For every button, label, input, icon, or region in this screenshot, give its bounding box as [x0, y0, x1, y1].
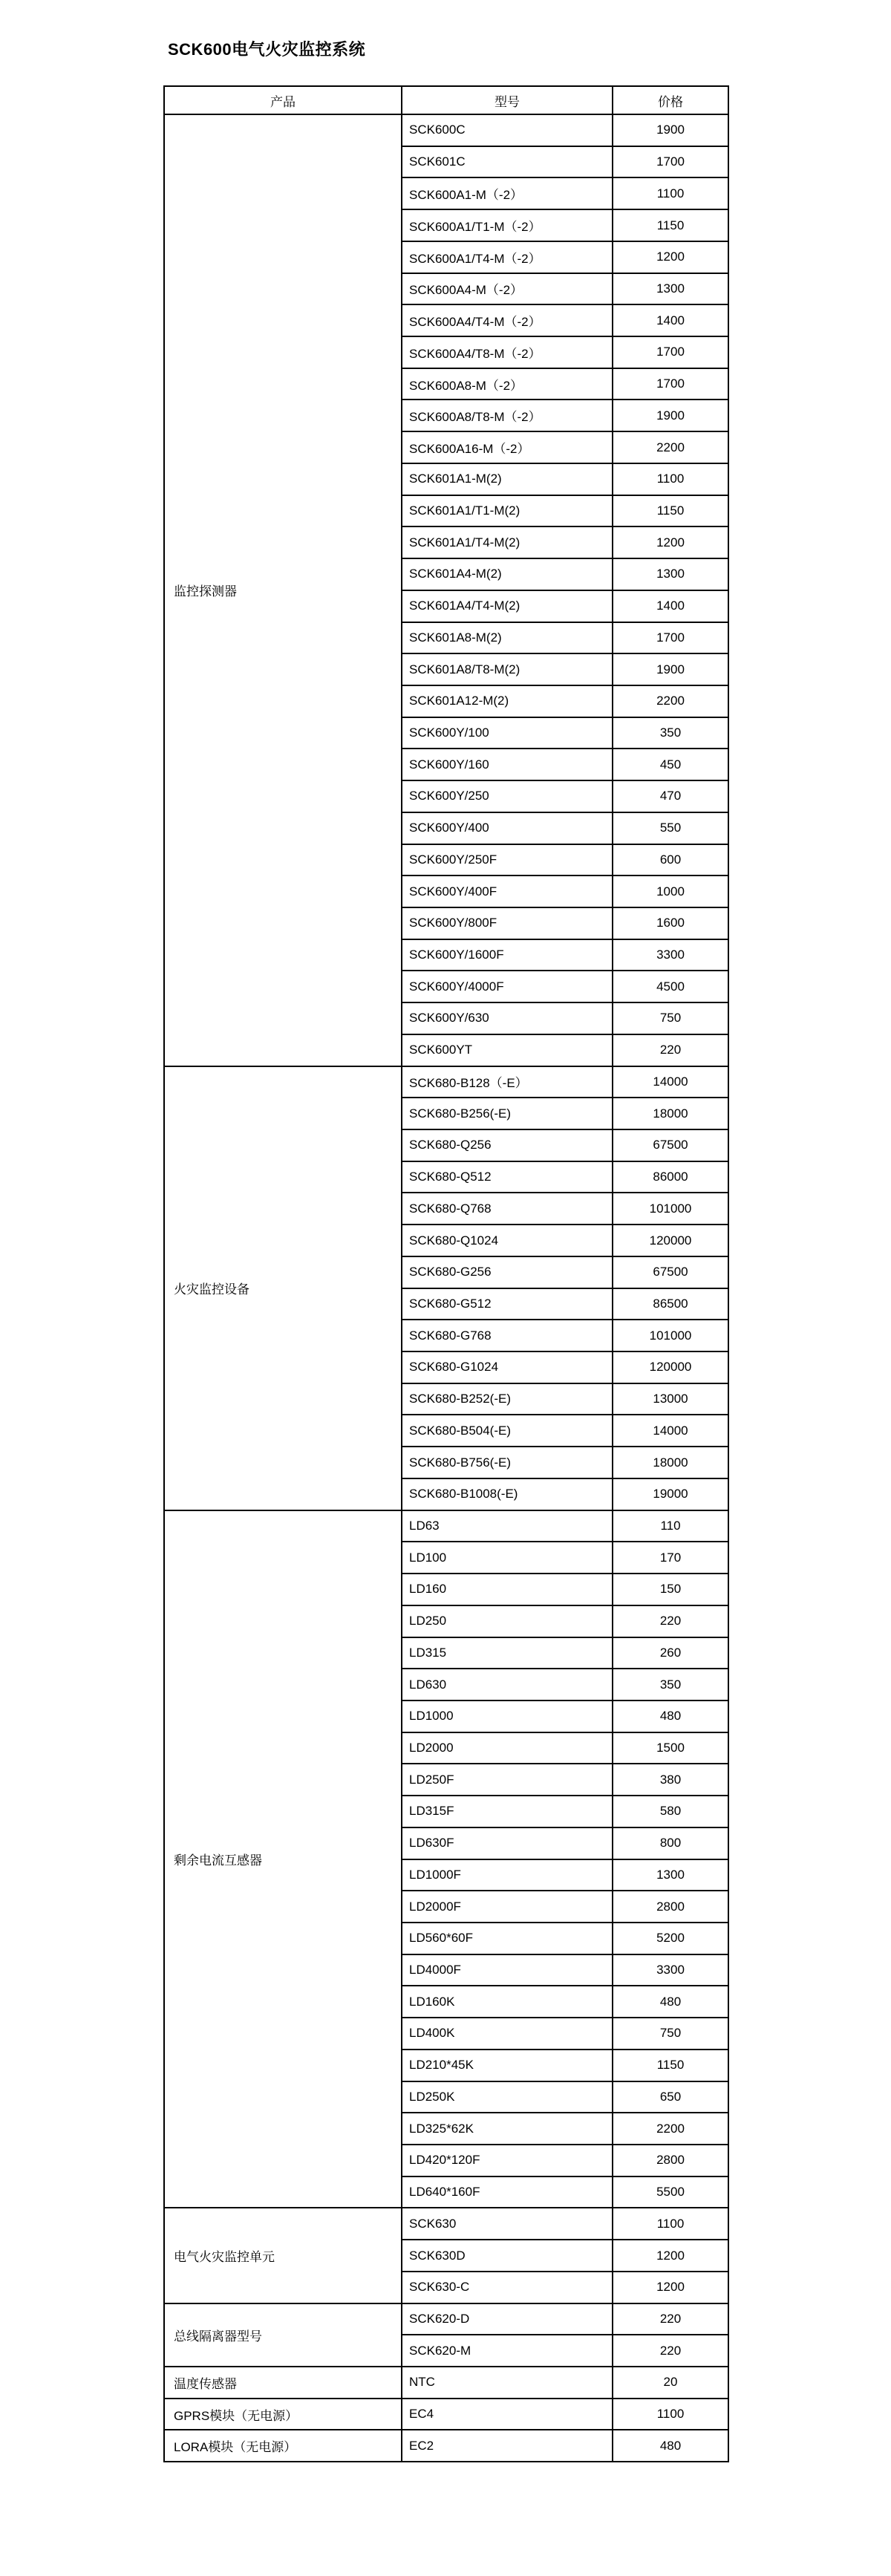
model-cell: EC4: [402, 2399, 613, 2430]
model-cell: SCK601A1-M(2): [402, 463, 613, 495]
price-cell: 86500: [613, 1288, 728, 1320]
model-cell: SCK600Y/400F: [402, 875, 613, 907]
price-cell: 580: [613, 1796, 728, 1827]
model-cell: SCK680-G1024: [402, 1351, 613, 1383]
model-cell: SCK600A1/T1-M（-2）: [402, 209, 613, 241]
price-cell: 1900: [613, 114, 728, 146]
header-row: [164, 86, 728, 114]
price-cell: 86000: [613, 1161, 728, 1193]
model-cell: SCK600Y/160: [402, 749, 613, 780]
price-cell: 120000: [613, 1225, 728, 1256]
product-category-cell: 火灾监控设备: [164, 1066, 402, 1510]
model-cell: LD1000: [402, 1701, 613, 1732]
table-row: [164, 1066, 728, 1098]
price-cell: 101000: [613, 1193, 728, 1225]
price-cell: 1150: [613, 495, 728, 527]
model-cell: LD315F: [402, 1796, 613, 1827]
price-cell: 20: [613, 2367, 728, 2399]
price-cell: 1200: [613, 2272, 728, 2303]
price-cell: 220: [613, 1034, 728, 1066]
price-cell: 2200: [613, 685, 728, 717]
price-cell: 350: [613, 1669, 728, 1701]
model-cell: SCK601A4/T4-M(2): [402, 590, 613, 622]
model-cell: LD250: [402, 1605, 613, 1637]
price-cell: 380: [613, 1764, 728, 1796]
price-cell: 1400: [613, 590, 728, 622]
col-header-price: 价格: [613, 86, 728, 114]
model-cell: LD4000F: [402, 1954, 613, 1986]
price-table: [163, 85, 729, 2462]
model-cell: LD210*45K: [402, 2050, 613, 2081]
model-cell: SCK680-B256(-E): [402, 1098, 613, 1129]
model-cell: SCK601A1/T1-M(2): [402, 495, 613, 527]
model-cell: SCK600A1/T4-M（-2）: [402, 241, 613, 273]
table-row: [164, 114, 728, 146]
table-row: [164, 2367, 728, 2399]
price-cell: 470: [613, 780, 728, 812]
table-header: [164, 86, 728, 114]
product-category-cell: 总线隔离器型号: [164, 2303, 402, 2367]
model-cell: SCK680-Q512: [402, 1161, 613, 1193]
model-cell: SCK600Y/800F: [402, 907, 613, 939]
model-cell: SCK680-B504(-E): [402, 1415, 613, 1447]
model-cell: SCK601A4-M(2): [402, 558, 613, 590]
price-cell: 18000: [613, 1098, 728, 1129]
model-cell: SCK600Y/1600F: [402, 939, 613, 971]
price-cell: 5500: [613, 2176, 728, 2208]
product-category-cell: 温度传感器: [164, 2367, 402, 2399]
table-row: [164, 1510, 728, 1542]
model-cell: SCK680-Q1024: [402, 1225, 613, 1256]
model-cell: SCK680-G512: [402, 1288, 613, 1320]
model-cell: SCK620-M: [402, 2335, 613, 2367]
model-cell: SCK620-D: [402, 2303, 613, 2335]
price-cell: 1200: [613, 526, 728, 558]
price-cell: 750: [613, 1002, 728, 1034]
model-cell: SCK601C: [402, 146, 613, 178]
model-cell: LD400K: [402, 2018, 613, 2050]
price-cell: 170: [613, 1542, 728, 1574]
model-cell: SCK600YT: [402, 1034, 613, 1066]
product-category-cell: 监控探测器: [164, 114, 402, 1066]
model-cell: SCK680-B756(-E): [402, 1447, 613, 1478]
price-cell: 1700: [613, 622, 728, 654]
price-cell: 480: [613, 1986, 728, 2018]
page-title: SCK600电气火灾监控系统: [168, 40, 366, 59]
price-cell: 1900: [613, 653, 728, 685]
table-row: [164, 2399, 728, 2430]
price-cell: 220: [613, 1605, 728, 1637]
price-cell: 1900: [613, 400, 728, 431]
model-cell: SCK600A16-M（-2）: [402, 431, 613, 463]
model-cell: SCK600C: [402, 114, 613, 146]
model-cell: LD2000: [402, 1732, 613, 1764]
price-cell: 1200: [613, 2240, 728, 2272]
col-header-model: 型号: [402, 86, 613, 114]
model-cell: LD630F: [402, 1827, 613, 1859]
model-cell: EC2: [402, 2430, 613, 2462]
model-cell: LD640*160F: [402, 2176, 613, 2208]
price-cell: 220: [613, 2303, 728, 2335]
model-cell: SCK630D: [402, 2240, 613, 2272]
model-cell: LD560*60F: [402, 1923, 613, 1954]
model-cell: SCK601A8-M(2): [402, 622, 613, 654]
model-cell: LD630: [402, 1669, 613, 1701]
price-cell: 19000: [613, 1478, 728, 1510]
model-cell: LD315: [402, 1637, 613, 1669]
table-row: [164, 2303, 728, 2335]
model-cell: SCK630-C: [402, 2272, 613, 2303]
product-category-cell: 电气火灾监控单元: [164, 2208, 402, 2303]
price-cell: 1150: [613, 2050, 728, 2081]
price-cell: 3300: [613, 939, 728, 971]
price-cell: 450: [613, 749, 728, 780]
model-cell: SCK680-B128（-E）: [402, 1066, 613, 1098]
price-cell: 1300: [613, 273, 728, 305]
price-cell: 1300: [613, 558, 728, 590]
price-cell: 1150: [613, 209, 728, 241]
model-cell: SCK601A1/T4-M(2): [402, 526, 613, 558]
model-cell: SCK600Y/250F: [402, 844, 613, 876]
model-cell: SCK600A1-M（-2）: [402, 177, 613, 209]
model-cell: SCK600Y/100: [402, 717, 613, 749]
model-cell: LD160K: [402, 1986, 613, 2018]
table-row: [164, 2208, 728, 2240]
model-cell: SCK600A8-M（-2）: [402, 368, 613, 400]
price-cell: 1700: [613, 146, 728, 178]
price-cell: 1100: [613, 177, 728, 209]
model-cell: SCK600Y/250: [402, 780, 613, 812]
price-cell: 1100: [613, 463, 728, 495]
price-cell: 67500: [613, 1129, 728, 1161]
product-category-cell: 剩余电流互感器: [164, 1510, 402, 2208]
price-cell: 220: [613, 2335, 728, 2367]
price-cell: 1700: [613, 368, 728, 400]
price-cell: 14000: [613, 1415, 728, 1447]
table-row: [164, 2430, 728, 2462]
price-cell: 2800: [613, 1891, 728, 1923]
price-cell: 1700: [613, 336, 728, 368]
model-cell: SCK600Y/4000F: [402, 971, 613, 1002]
model-cell: NTC: [402, 2367, 613, 2399]
price-cell: 2800: [613, 2145, 728, 2176]
price-cell: 750: [613, 2018, 728, 2050]
model-cell: SCK680-G256: [402, 1256, 613, 1288]
price-cell: 1500: [613, 1732, 728, 1764]
price-cell: 1300: [613, 1859, 728, 1891]
price-cell: 1100: [613, 2208, 728, 2240]
model-cell: LD63: [402, 1510, 613, 1542]
model-cell: SCK600A8/T8-M（-2）: [402, 400, 613, 431]
price-cell: 1200: [613, 241, 728, 273]
model-cell: LD325*62K: [402, 2113, 613, 2145]
model-cell: LD100: [402, 1542, 613, 1574]
price-cell: 550: [613, 812, 728, 844]
model-cell: LD250F: [402, 1764, 613, 1796]
model-cell: SCK630: [402, 2208, 613, 2240]
model-cell: SCK680-Q768: [402, 1193, 613, 1225]
model-cell: SCK680-B1008(-E): [402, 1478, 613, 1510]
table-body: [164, 114, 728, 2462]
product-category-cell: LORA模块（无电源）: [164, 2430, 402, 2462]
price-cell: 1000: [613, 875, 728, 907]
price-cell: 2200: [613, 431, 728, 463]
model-cell: SCK600Y/400: [402, 812, 613, 844]
model-cell: LD2000F: [402, 1891, 613, 1923]
price-cell: 4500: [613, 971, 728, 1002]
price-cell: 5200: [613, 1923, 728, 1954]
model-cell: SCK601A12-M(2): [402, 685, 613, 717]
model-cell: SCK680-Q256: [402, 1129, 613, 1161]
model-cell: SCK600Y/630: [402, 1002, 613, 1034]
model-cell: SCK600A4/T4-M（-2）: [402, 304, 613, 336]
price-cell: 110: [613, 1510, 728, 1542]
model-cell: SCK680-B252(-E): [402, 1383, 613, 1415]
price-cell: 650: [613, 2081, 728, 2113]
price-cell: 800: [613, 1827, 728, 1859]
model-cell: LD250K: [402, 2081, 613, 2113]
price-cell: 13000: [613, 1383, 728, 1415]
price-cell: 67500: [613, 1256, 728, 1288]
price-cell: 1600: [613, 907, 728, 939]
model-cell: LD420*120F: [402, 2145, 613, 2176]
price-cell: 1100: [613, 2399, 728, 2430]
price-cell: 600: [613, 844, 728, 876]
price-cell: 2200: [613, 2113, 728, 2145]
price-cell: 120000: [613, 1351, 728, 1383]
model-cell: SCK600A4-M（-2）: [402, 273, 613, 305]
model-cell: LD160: [402, 1574, 613, 1605]
price-cell: 480: [613, 2430, 728, 2462]
model-cell: SCK680-G768: [402, 1320, 613, 1351]
price-cell: 101000: [613, 1320, 728, 1351]
price-cell: 3300: [613, 1954, 728, 1986]
price-cell: 18000: [613, 1447, 728, 1478]
price-cell: 480: [613, 1701, 728, 1732]
model-cell: SCK601A8/T8-M(2): [402, 653, 613, 685]
product-category-cell: GPRS模块（无电源）: [164, 2399, 402, 2430]
col-header-product: 产品: [164, 86, 402, 114]
price-cell: 260: [613, 1637, 728, 1669]
model-cell: LD1000F: [402, 1859, 613, 1891]
price-cell: 350: [613, 717, 728, 749]
model-cell: SCK600A4/T8-M（-2）: [402, 336, 613, 368]
price-cell: 1400: [613, 304, 728, 336]
price-cell: 14000: [613, 1066, 728, 1098]
price-cell: 150: [613, 1574, 728, 1605]
